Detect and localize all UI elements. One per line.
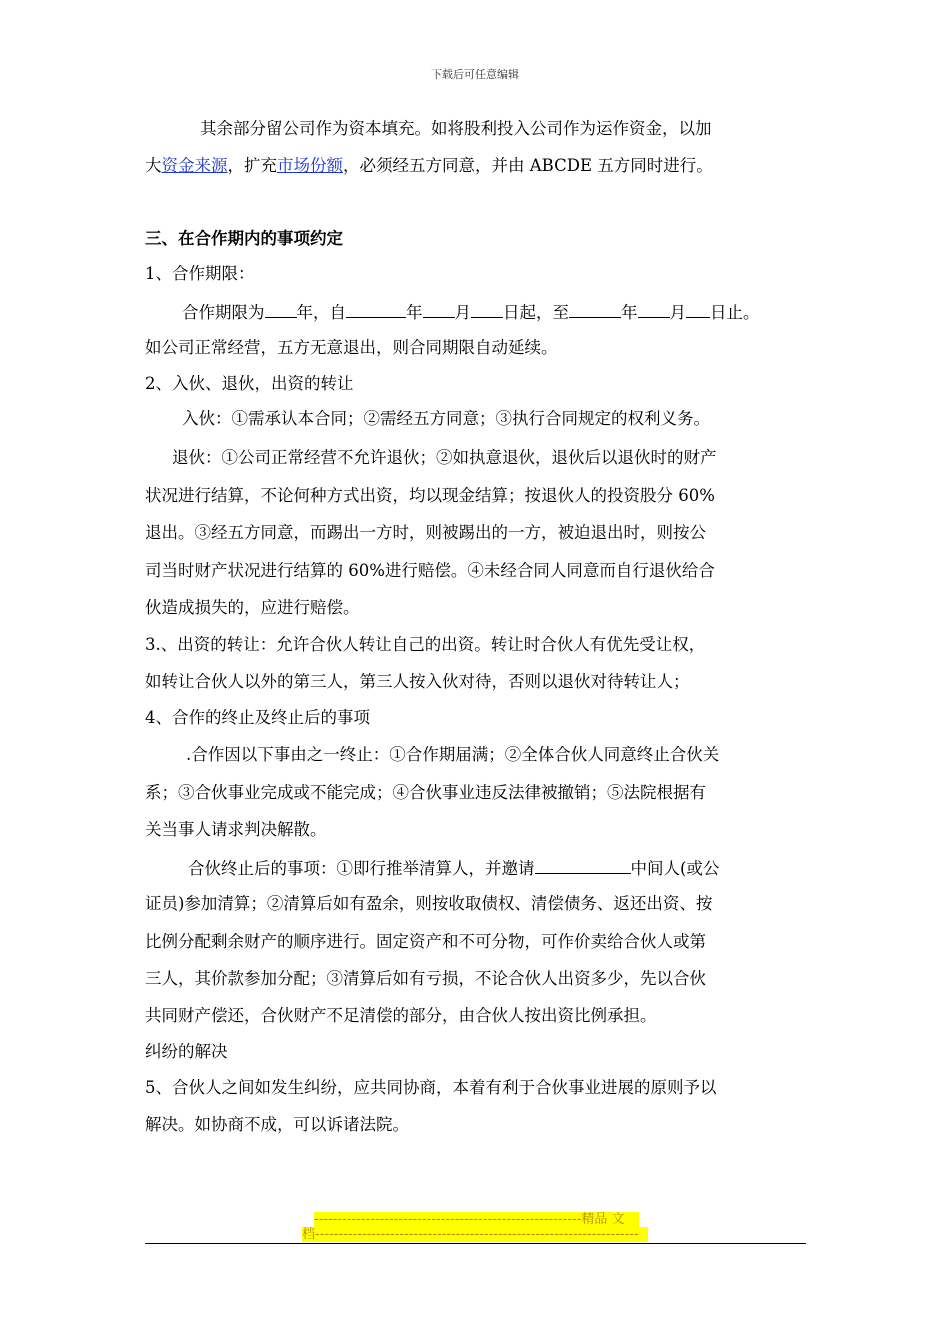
after-termination-line-2: 证员)参加清算；②清算后如有盈余，则按收取债权、清偿债务、返还出资、按 (145, 894, 713, 913)
dispute-title: 纠纷的解决 (145, 1042, 228, 1061)
para1-line1: 其余部分留公司作为资本填充。如将股利投入公司作为运作资金，以加 (200, 119, 712, 138)
after-text-a: 合伙终止后的事项：①即行推举清算人，并邀请 (188, 859, 535, 878)
join-line: 入伙：①需承认本合同；②需经五方同意；③执行合同规定的权利义务。 (182, 409, 710, 428)
dispute-line-2: 解决。如协商不成，可以诉诸法院。 (145, 1115, 409, 1134)
termination-line-1: .合作因以下事由之一终止：①合作期届满；②全体合伙人同意终止合伙关 (186, 745, 720, 764)
term-text-a: 合作期限为 (182, 303, 265, 322)
item2-title: 2、入伙、退伙，出资的转让 (145, 374, 354, 393)
market-share-link[interactable]: 市场份额 (277, 156, 343, 175)
item4-title: 4、合作的终止及终止后的事项 (145, 708, 370, 727)
termination-line-3: 关当事人请求判决解散。 (145, 820, 327, 839)
capital-source-link[interactable]: 资金来源 (161, 156, 228, 175)
end-month-blank (638, 299, 670, 318)
dispute-line-1: 5、合伙人之间如发生纠纷，应共同协商，本着有利于合伙事业进展的原则予以 (145, 1078, 717, 1097)
end-year-blank (569, 299, 621, 318)
term-line (182, 299, 760, 324)
footer-banner-line1: ---------------------------------------------------------精品 文 (314, 1212, 639, 1227)
term-text-g: 月 (669, 303, 686, 322)
exit-line-2: 状况进行结算，不论何种方式出资，均以现金结算；按退伙人的投资股分 60% (145, 486, 715, 505)
para1-text-b: ，扩充 (227, 156, 277, 175)
section3-heading: 三、在合作期内的事项约定 (145, 229, 343, 248)
termination-line-2: 系；③合伙事业完成或不能完成；④合伙事业违反法律被撤销；⑤法院根据有 (145, 783, 706, 802)
exit-line-3: 退出。③经五方同意，而踢出一方时，则被踢出的一方，被迫退出时，则按公 (145, 523, 706, 542)
term-text-b: 年，自 (296, 303, 346, 322)
after-text-b: 中间人(或公 (630, 859, 720, 878)
item3-line-1: 3.、出资的转让：允许合伙人转让自己的出资。转让时合伙人有优先受让权， (145, 635, 706, 654)
term-text-c: 年 (406, 303, 423, 322)
after-termination-line-3: 比例分配剩余财产的顺序进行。固定资产和不可分物，可作价卖给合伙人或第 (145, 932, 706, 951)
footer-rule (145, 1243, 806, 1244)
after-termination-line-1 (188, 855, 719, 880)
term-years-blank (265, 299, 297, 318)
para1-line2 (145, 155, 713, 177)
term-text-h: 日止。 (710, 303, 760, 322)
exit-line-1: 退伙：①公司正常经营不允许退伙；②如执意退伙，退伙后以退伙时的财产 (172, 448, 717, 467)
start-day-blank (471, 299, 503, 318)
exit-line-5: 伙造成损失的，应进行赔偿。 (145, 598, 360, 617)
term-text-e: 日起，至 (503, 303, 569, 322)
start-year-blank (346, 299, 406, 318)
after-termination-line-4: 三人，其价款参加分配；③清算后如有亏损，不论合伙人出资多少，先以合伙 (145, 969, 706, 988)
item1-line2: 如公司正常经营，五方无意退出，则合同期限自动延续。 (145, 338, 558, 357)
para1-text-c: ，必须经五方同意，并由 ABCDE 五方同时进行。 (343, 156, 713, 175)
footer-banner-line2: 档--------------------------------------------------------------------- (302, 1227, 648, 1242)
term-text-d: 月 (454, 303, 471, 322)
intermediary-blank (535, 855, 631, 874)
after-termination-line-5: 共同财产偿还，合伙财产不足清偿的部分，由合伙人按出资比例承担。 (145, 1006, 657, 1025)
item1-title: 1、合作期限： (145, 264, 255, 283)
item3-line-2: 如转让合伙人以外的第三人，第三人按入伙对待，否则以退伙对待转让人； (145, 672, 690, 691)
page-header: 下载后可任意编辑 (431, 68, 519, 81)
end-day-blank (686, 299, 710, 318)
para1-text-a: 大 (145, 156, 162, 175)
start-month-blank (423, 299, 455, 318)
term-text-f: 年 (621, 303, 638, 322)
exit-line-4: 司当时财产状况进行结算的 60%进行赔偿。④未经合同人同意而自行退伙给合 (145, 561, 715, 580)
